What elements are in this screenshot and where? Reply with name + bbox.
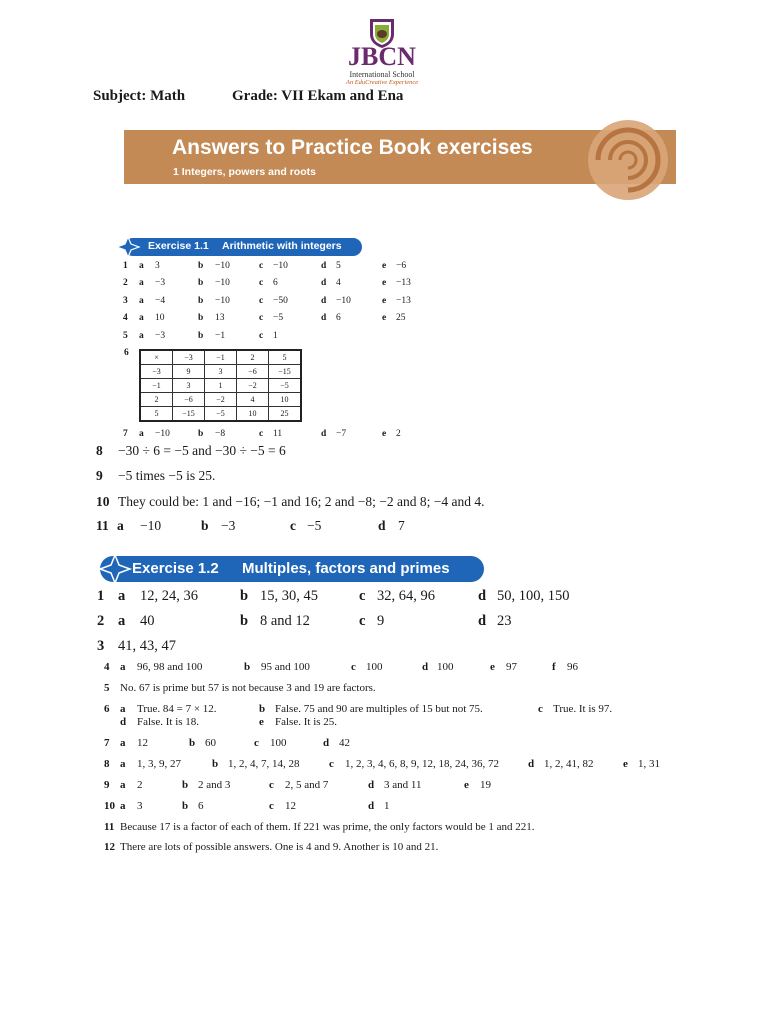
table-cell: 5: [269, 350, 302, 365]
answer: False. 75 and 90 are multiples of 15 but not 75.: [275, 703, 483, 715]
part-letter: a: [117, 518, 124, 533]
answer: 7: [398, 518, 405, 533]
answer: −10: [155, 429, 170, 439]
part-letter: a: [120, 703, 126, 715]
part-letter: a: [120, 737, 126, 749]
q-number: 3: [97, 638, 105, 654]
q-number: 7: [104, 737, 110, 749]
part-letter: d: [478, 588, 487, 604]
part-letter: a: [139, 313, 144, 323]
part-letter: e: [490, 661, 495, 673]
part-letter: b: [201, 518, 209, 533]
part-letter: c: [259, 261, 264, 271]
answer: 1, 31: [638, 758, 660, 770]
answer: −50: [273, 296, 288, 306]
answer: True. 84 = 7 × 12.: [137, 703, 217, 715]
q-number: 8: [96, 443, 103, 458]
swirl-decoration-icon: [560, 118, 696, 206]
part-letter: c: [359, 613, 366, 629]
answer: 9: [377, 613, 385, 629]
answer: 5: [336, 261, 341, 271]
table-row: [140, 407, 301, 422]
part-letter: a: [118, 588, 126, 604]
part-letter: e: [259, 716, 264, 728]
part-letter: a: [139, 261, 144, 271]
answer: 3: [137, 800, 143, 812]
part-letter: d: [321, 296, 327, 306]
answer: There are lots of possible answers. One is 4 and 9. Another is 10 and 21.: [120, 841, 439, 853]
answer: 6: [336, 313, 341, 323]
school-logo: [334, 16, 430, 88]
q-number: 10: [96, 494, 110, 509]
table-cell: −6: [237, 365, 269, 379]
q-number: 2: [123, 278, 128, 288]
part-letter: b: [198, 313, 204, 323]
banner-subtitle: 1 Integers, powers and roots: [173, 166, 316, 178]
table-cell: −5: [269, 379, 302, 393]
answer: 100: [366, 661, 383, 673]
q-number: 8: [104, 758, 110, 770]
part-letter: d: [321, 313, 327, 323]
part-letter: b: [182, 800, 189, 812]
table-cell: 1: [205, 379, 237, 393]
answer: −5: [273, 313, 284, 323]
part-letter: f: [552, 661, 556, 673]
answer: 60: [205, 737, 216, 749]
answer: −8: [215, 429, 226, 439]
part-letter: e: [464, 779, 469, 791]
answer: Because 17 is a factor of each of them. If 221 was prime, the only factors would be 1 and 221.: [120, 821, 535, 833]
q-number: 12: [104, 841, 115, 853]
answer: 2: [396, 429, 401, 439]
answer: 11: [273, 429, 283, 439]
part-letter: d: [321, 261, 327, 271]
q-number: 4: [123, 313, 128, 323]
exercise-1-1-title: Arithmetic with integers: [222, 240, 342, 252]
q6-number: 6: [124, 348, 129, 358]
answer: 8 and 12: [260, 613, 310, 629]
answer: They could be: 1 and −16; −1 and 16; 2 and −8; −2 and 8; −4 and 4.: [118, 494, 485, 509]
answer: 3 and 11: [384, 779, 422, 791]
exercise-1-2-number: Exercise 1.2: [132, 560, 219, 577]
table-cell: −15: [269, 365, 302, 379]
part-letter: c: [269, 800, 274, 812]
q-number: 2: [97, 613, 105, 629]
answer: −10: [273, 261, 288, 271]
answer: −13: [396, 296, 411, 306]
logo-line1: International School: [349, 70, 415, 79]
part-letter: a: [139, 296, 144, 306]
answer: −10: [336, 296, 351, 306]
table-row: [140, 379, 301, 393]
answer: 1, 2, 4, 7, 14, 28: [228, 758, 300, 770]
q-number: 11: [104, 821, 115, 833]
q-number: 9: [96, 468, 103, 483]
part-letter: e: [382, 429, 387, 439]
answer: 12, 24, 36: [140, 588, 198, 604]
part-letter: b: [259, 703, 266, 715]
answer: 1, 2, 41, 82: [544, 758, 594, 770]
answer: 100: [270, 737, 287, 749]
part-letter: b: [198, 429, 204, 439]
banner-title: Answers to Practice Book exercises: [172, 136, 533, 159]
part-letter: c: [259, 278, 264, 288]
answer: 25: [396, 313, 406, 323]
answer: 32, 64, 96: [377, 588, 435, 604]
part-letter: a: [120, 758, 126, 770]
table-cell: −1: [140, 379, 173, 393]
answer: 100: [437, 661, 454, 673]
answer: 95 and 100: [261, 661, 310, 673]
part-letter: a: [139, 429, 144, 439]
answer: 2 and 3: [198, 779, 231, 791]
answer: False. It is 25.: [275, 716, 338, 728]
part-letter: d: [422, 661, 429, 673]
answer: −5: [307, 518, 322, 533]
table-cell: 10: [237, 407, 269, 422]
table-cell: 10: [269, 393, 302, 407]
part-letter: d: [478, 613, 487, 629]
table-row: [140, 393, 301, 407]
part-letter: e: [623, 758, 628, 770]
answer: −13: [396, 278, 411, 288]
part-letter: a: [139, 278, 144, 288]
part-letter: e: [382, 261, 387, 271]
answer: 4: [336, 278, 341, 288]
part-letter: b: [189, 737, 196, 749]
table-cell: −2: [205, 393, 237, 407]
answer: 6: [273, 278, 278, 288]
multiplication-table: [139, 349, 302, 422]
answer: 2, 5 and 7: [285, 779, 329, 791]
table-cell: 4: [237, 393, 269, 407]
part-letter: d: [368, 800, 375, 812]
answer: 12: [285, 800, 296, 812]
part-letter: c: [329, 758, 334, 770]
part-letter: c: [359, 588, 366, 604]
exercise-1-2-title: Multiples, factors and primes: [242, 560, 450, 577]
part-letter: d: [321, 429, 327, 439]
part-letter: b: [244, 661, 251, 673]
answer: −5 times −5 is 25.: [118, 468, 216, 483]
grade-label: Grade: VII Ekam and Ena: [232, 88, 404, 104]
answer: 1: [273, 331, 278, 341]
answer: −10: [140, 518, 162, 533]
q-number: 9: [104, 779, 110, 791]
answer: 2: [137, 779, 143, 791]
logo-name: JBCN: [348, 42, 416, 71]
part-letter: b: [212, 758, 219, 770]
table-cell: −15: [173, 407, 205, 422]
part-letter: a: [120, 661, 126, 673]
answer: 50, 100, 150: [497, 588, 570, 604]
answer: 1, 2, 3, 4, 6, 8, 9, 12, 18, 24, 36, 72: [345, 758, 499, 770]
part-letter: a: [120, 800, 126, 812]
part-letter: a: [118, 613, 126, 629]
part-letter: c: [269, 779, 274, 791]
part-letter: d: [323, 737, 330, 749]
part-letter: e: [382, 296, 387, 306]
part-letter: d: [378, 518, 386, 533]
answer: 1, 3, 9, 27: [137, 758, 181, 770]
table-row: [140, 365, 301, 379]
answer: 6: [198, 800, 204, 812]
q-number: 3: [123, 296, 128, 306]
answer: −3: [221, 518, 236, 533]
table-cell: 5: [140, 407, 173, 422]
part-letter: b: [198, 278, 204, 288]
q-number: 10: [104, 800, 115, 812]
logo-line2: An EduCreative Experience: [345, 79, 419, 86]
q-number: 5: [123, 331, 128, 341]
part-letter: e: [382, 313, 387, 323]
table-cell: 25: [269, 407, 302, 422]
part-letter: d: [321, 278, 327, 288]
answer: 3: [155, 261, 160, 271]
part-letter: a: [120, 779, 126, 791]
answer: −10: [215, 261, 230, 271]
part-letter: b: [240, 588, 249, 604]
part-letter: c: [259, 429, 264, 439]
part-letter: c: [259, 296, 264, 306]
q-number: 1: [123, 261, 128, 271]
answer: −10: [215, 296, 230, 306]
answer: −4: [155, 296, 166, 306]
answer: 19: [480, 779, 491, 791]
part-letter: e: [382, 278, 387, 288]
answer: −6: [396, 261, 407, 271]
part-letter: d: [120, 716, 127, 728]
table-cell: 2: [140, 393, 173, 407]
part-letter: b: [182, 779, 189, 791]
answer: −3: [155, 278, 166, 288]
part-letter: c: [259, 313, 264, 323]
answer: 97: [506, 661, 517, 673]
q-number: 11: [96, 518, 109, 533]
answer: 10: [155, 313, 165, 323]
part-letter: d: [368, 779, 375, 791]
part-letter: c: [351, 661, 356, 673]
answer: −30 ÷ 6 = −5 and −30 ÷ −5 = 6: [118, 443, 286, 458]
q-number: 4: [104, 661, 110, 673]
answer: No. 67 is prime but 57 is not because 3 and 19 are factors.: [120, 682, 376, 694]
table-cell: 9: [173, 365, 205, 379]
subject-label: Subject: Math: [93, 88, 186, 104]
answer: 1: [384, 800, 390, 812]
answer: −10: [215, 278, 230, 288]
table-cell: −2: [237, 379, 269, 393]
answer: −7: [336, 429, 347, 439]
table-cell: −6: [173, 393, 205, 407]
answer: True. It is 97.: [553, 703, 613, 715]
part-letter: d: [528, 758, 535, 770]
part-letter: b: [240, 613, 249, 629]
answer: 23: [497, 613, 512, 629]
part-letter: c: [538, 703, 543, 715]
table-cell: 3: [205, 365, 237, 379]
answer: 42: [339, 737, 350, 749]
part-letter: c: [259, 331, 264, 341]
exercise-1-1-number: Exercise 1.1: [148, 240, 209, 252]
table-row: [140, 350, 301, 365]
answer: 96, 98 and 100: [137, 661, 203, 673]
part-letter: b: [198, 296, 204, 306]
part-letter: c: [254, 737, 259, 749]
table-cell: −1: [205, 350, 237, 365]
answer: −1: [215, 331, 226, 341]
table-cell: −3: [173, 350, 205, 365]
table-cell: 2: [237, 350, 269, 365]
part-letter: b: [198, 261, 204, 271]
table-cell: ×: [140, 350, 173, 365]
table-cell: 3: [173, 379, 205, 393]
q-number: 1: [97, 588, 105, 604]
table-cell: −5: [205, 407, 237, 422]
q-number: 7: [123, 429, 128, 439]
answer: 41, 43, 47: [118, 638, 176, 654]
q-number: 6: [104, 703, 110, 715]
answer: False. It is 18.: [137, 716, 200, 728]
answer: 96: [567, 661, 578, 673]
q-number: 5: [104, 682, 110, 694]
table-cell: −3: [140, 365, 173, 379]
answer: 40: [140, 613, 155, 629]
answer: 15, 30, 45: [260, 588, 318, 604]
answer: 13: [215, 313, 225, 323]
part-letter: c: [290, 518, 296, 533]
part-letter: b: [198, 331, 204, 341]
answer: 12: [137, 737, 148, 749]
answer: −3: [155, 331, 166, 341]
part-letter: a: [139, 331, 144, 341]
